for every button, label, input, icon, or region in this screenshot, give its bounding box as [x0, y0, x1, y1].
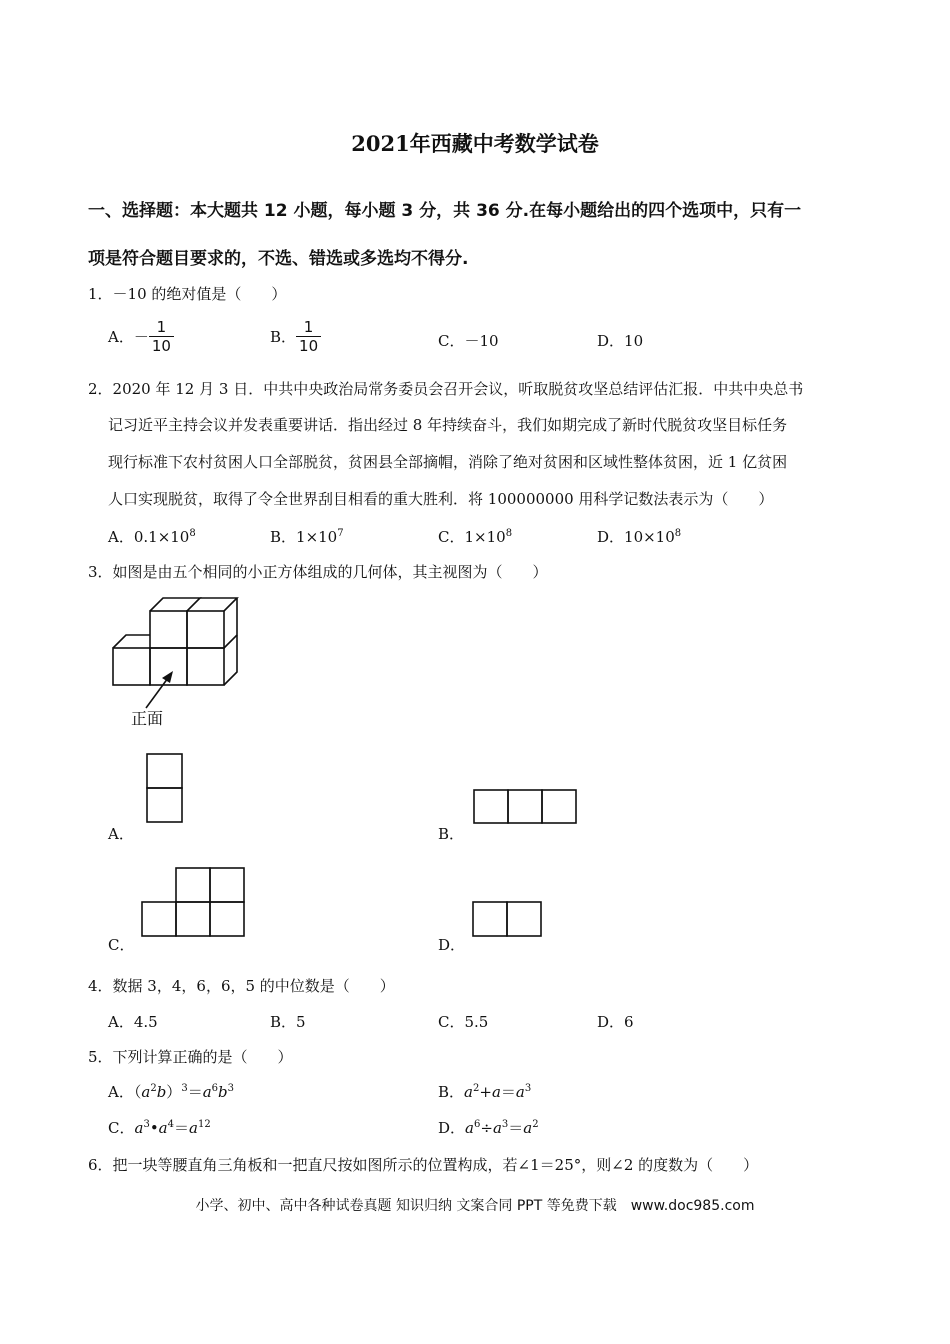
- question-5-stem: 5．下列计算正确的是（ ）: [88, 1048, 293, 1066]
- question-4-option-a: A．4.5: [108, 1013, 158, 1031]
- question-5-option-a: A．$(a^2b)^3=a^6b^3$: [108, 1083, 235, 1101]
- question-1-option-b: [270, 318, 321, 355]
- page-footer: 小学、初中、高中各种试卷真题 知识归纳 文案合同 PPT 等免费下载 www.doc985.com: [195, 1198, 755, 1214]
- question-3-option-b-label: B．: [438, 825, 465, 843]
- section-heading-line1: 一、选择题：本大题共 12 小题，每小题 3 分，共 36 分.在每小题给出的四个选项中，只有一: [88, 201, 802, 221]
- option-label: C．: [108, 1119, 135, 1137]
- question-3-option-a-figure: [145, 752, 185, 824]
- question-5-option-b: B．$a^2+a=a^3$: [438, 1083, 532, 1101]
- question-3-option-c-label: C．: [108, 936, 135, 954]
- question-5-option-d: D．$a^6\div a^3=a^2$: [438, 1119, 539, 1137]
- option-exponent: 7: [337, 528, 344, 539]
- question-2-option-d: [597, 526, 681, 547]
- option-a-fraction: [149, 318, 174, 355]
- question-4-option-d: D．6: [597, 1013, 634, 1031]
- question-6-stem: 6．把一块等腰直角三角板和一把直尺按如图所示的位置构成，若∠1＝25°，则∠2 的度数为（ ）: [88, 1156, 759, 1174]
- question-2-line-3: 现行标准下农村贫困人口全部脱贫，贫困县全部摘帽，消除了绝对贫困和区域性整体贫困，近 1 亿贫困: [108, 453, 788, 471]
- question-2-line-4: 人口实现脱贫，取得了令全世界刮目相看的重大胜利．将 100000000 用科学记数法表示为（ ）: [108, 490, 774, 508]
- question-1-stem: 1．－10 的绝对值是（ ）: [88, 285, 287, 303]
- question-4-stem: 4．数据 3，4，6，6，5 的中位数是（ ）: [88, 977, 395, 995]
- fraction-denominator: 10: [299, 337, 319, 355]
- question-3-option-d-figure: [471, 900, 545, 938]
- option-exponent: 8: [505, 528, 513, 539]
- question-2-option-b: [270, 526, 344, 547]
- question-2-option-c: [438, 526, 512, 547]
- fraction-numerator: 1: [149, 318, 174, 337]
- question-4-option-b: B．5: [270, 1013, 306, 1031]
- option-a-label: A．－: [108, 328, 149, 346]
- question-3-option-d-label: D．: [438, 936, 466, 954]
- option-text: A．0.1×10: [108, 528, 190, 546]
- option-label: D．: [438, 1119, 466, 1137]
- option-exponent: 8: [674, 528, 682, 539]
- question-4-option-c: C．5.5: [438, 1013, 489, 1031]
- question-2-line-1: 2．2020 年 12 月 3 日．中共中央政治局常务委员会召开会议，听取脱贫攻坚总结评估汇报．中共中央总书: [88, 380, 804, 398]
- question-2-line-2: 记习近平主持会议并发表重要讲话．指出经过 8 年持续奋斗，我们如期完成了新时代脱贫攻坚目标任务: [108, 416, 788, 434]
- fraction-denominator: 10: [151, 337, 171, 355]
- option-b-label: B．: [270, 328, 297, 346]
- option-text: D．10×10: [597, 528, 675, 546]
- page-title: 2021年西藏中考数学试卷: [351, 131, 599, 156]
- question-3-stem: 3．如图是由五个相同的小正方体组成的几何体，其主视图为（ ）: [88, 563, 548, 581]
- question-1-option-a: [108, 318, 174, 355]
- option-exponent: 8: [189, 528, 196, 539]
- option-label: A．: [108, 1083, 134, 1101]
- question-1-option-c: C．－10: [438, 332, 499, 350]
- question-1-option-d: D．10: [597, 332, 644, 350]
- option-text: C．1×10: [438, 528, 506, 546]
- question-3-option-c-figure: [140, 866, 248, 939]
- question-2-option-a: [108, 526, 196, 547]
- question-3-option-b-figure: [472, 788, 580, 825]
- section-heading-line2: 项是符合题目要求的，不选、错选或多选均不得分.: [88, 249, 469, 269]
- option-text: B．1×10: [270, 528, 338, 546]
- question-3-option-a-label: A．: [108, 825, 134, 843]
- option-b-fraction: [296, 318, 321, 355]
- fraction-numerator: 1: [296, 318, 321, 337]
- option-label: B．: [438, 1083, 465, 1101]
- front-label: 正面: [131, 709, 164, 728]
- question-5-option-c: C．$a^3•a^4=a^{12}$: [108, 1119, 211, 1137]
